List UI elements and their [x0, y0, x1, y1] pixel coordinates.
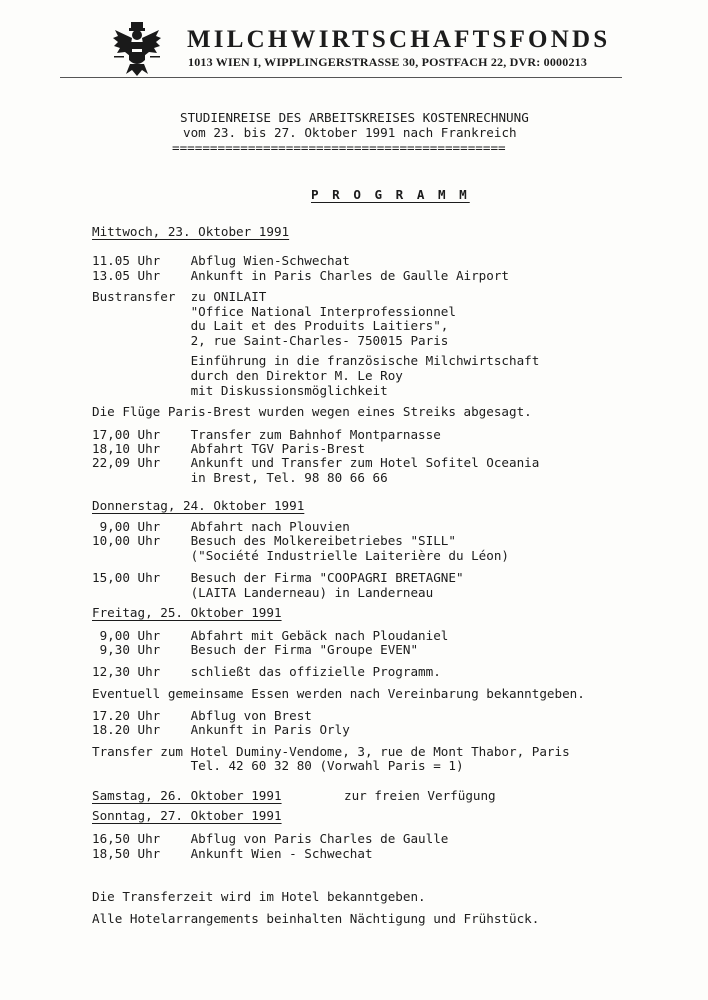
schedule-line: 9,00 Uhr Abfahrt nach Plouvien	[92, 519, 350, 534]
schedule-line: 9,30 Uhr Besuch der Firma "Groupe EVEN"	[92, 642, 419, 657]
schedule-line: 18,50 Uhr Ankunft Wien - Schwechat	[92, 846, 373, 861]
day-heading: Donnerstag, 24. Oktober 1991	[92, 498, 305, 513]
schedule-line: Bustransfer zu ONILAIT	[92, 289, 267, 304]
day-heading: Sonntag, 27. Oktober 1991	[92, 808, 282, 823]
schedule-line: 17,00 Uhr Transfer zum Bahnhof Montparnasse	[92, 427, 441, 442]
schedule-line: 18.20 Uhr Ankunft in Paris Orly	[92, 722, 350, 737]
closing-note: Die Transferzeit wird im Hotel bekanntgeben.	[92, 889, 426, 904]
schedule-line: Transfer zum Hotel Duminy-Vendome, 3, rue de Mont Thabor, Paris	[92, 744, 570, 759]
schedule-line: 12,30 Uhr schließt das offizielle Programm.	[92, 664, 441, 679]
schedule-note: Die Flüge Paris-Brest wurden wegen eines Streiks abgesagt.	[92, 404, 532, 419]
schedule-line: ("Société Industrielle Laiterière du Léon)	[92, 548, 510, 563]
schedule-line: zur freien Verfügung	[344, 788, 496, 803]
letterhead-rule	[60, 77, 622, 78]
schedule-line: 13.05 Uhr Ankunft in Paris Charles de Gaulle Airport	[92, 268, 510, 283]
schedule-line: "Office National Interprofessionnel	[92, 304, 456, 319]
schedule-line: 2, rue Saint-Charles- 750015 Paris	[92, 333, 449, 348]
programm-heading: P R O G R A M M	[311, 187, 470, 202]
organisation-name: MILCHWIRTSCHAFTSFONDS	[187, 26, 611, 53]
schedule-line: Einführung in die französische Milchwirtschaft	[92, 353, 540, 368]
title-line-2: vom 23. bis 27. Oktober 1991 nach Frankreich	[183, 125, 517, 140]
schedule-line: 9,00 Uhr Abfahrt mit Gebäck nach Ploudaniel	[92, 628, 449, 643]
schedule-line: 11.05 Uhr Abflug Wien-Schwechat	[92, 253, 350, 268]
schedule-line: mit Diskussionsmöglichkeit	[92, 383, 388, 398]
organisation-address: 1013 WIEN I, WIPPLINGERSTRASSE 30, POSTFACH 22, DVR: 0000213	[188, 55, 588, 69]
day-heading: Mittwoch, 23. Oktober 1991	[92, 224, 290, 239]
schedule-line: 10,00 Uhr Besuch des Molkereibetriebes "SILL"	[92, 533, 456, 548]
schedule-line: 18,10 Uhr Abfahrt TGV Paris-Brest	[92, 441, 365, 456]
schedule-line: du Lait et des Produits Laitiers",	[92, 318, 449, 333]
title-rule: ============================================	[172, 140, 506, 155]
schedule-line: 15,00 Uhr Besuch der Firma "COOPAGRI BRETAGNE"	[92, 570, 464, 585]
schedule-line: 17.20 Uhr Abflug von Brest	[92, 708, 312, 723]
schedule-line: 22,09 Uhr Ankunft und Transfer zum Hotel Sofitel Oceania	[92, 455, 540, 470]
schedule-line: durch den Direktor M. Le Roy	[92, 368, 403, 383]
day-heading: Freitag, 25. Oktober 1991	[92, 605, 282, 620]
schedule-line: in Brest, Tel. 98 80 66 66	[92, 470, 388, 485]
title-line-1: STUDIENREISE DES ARBEITSKREISES KOSTENRECHNUNG	[180, 110, 529, 125]
schedule-line: 16,50 Uhr Abflug von Paris Charles de Gaulle	[92, 831, 449, 846]
schedule-line: Tel. 42 60 32 80 (Vorwahl Paris = 1)	[92, 758, 464, 773]
closing-note: Alle Hotelarrangements beinhalten Nächtigung und Frühstück.	[92, 911, 540, 926]
schedule-line: (LAITA Landerneau) in Landerneau	[92, 585, 434, 600]
austrian-eagle-coat-of-arms-icon	[112, 20, 162, 78]
day-heading: Samstag, 26. Oktober 1991	[92, 788, 282, 803]
schedule-note: Eventuell gemeinsame Essen werden nach Vereinbarung bekanntgeben.	[92, 686, 585, 701]
